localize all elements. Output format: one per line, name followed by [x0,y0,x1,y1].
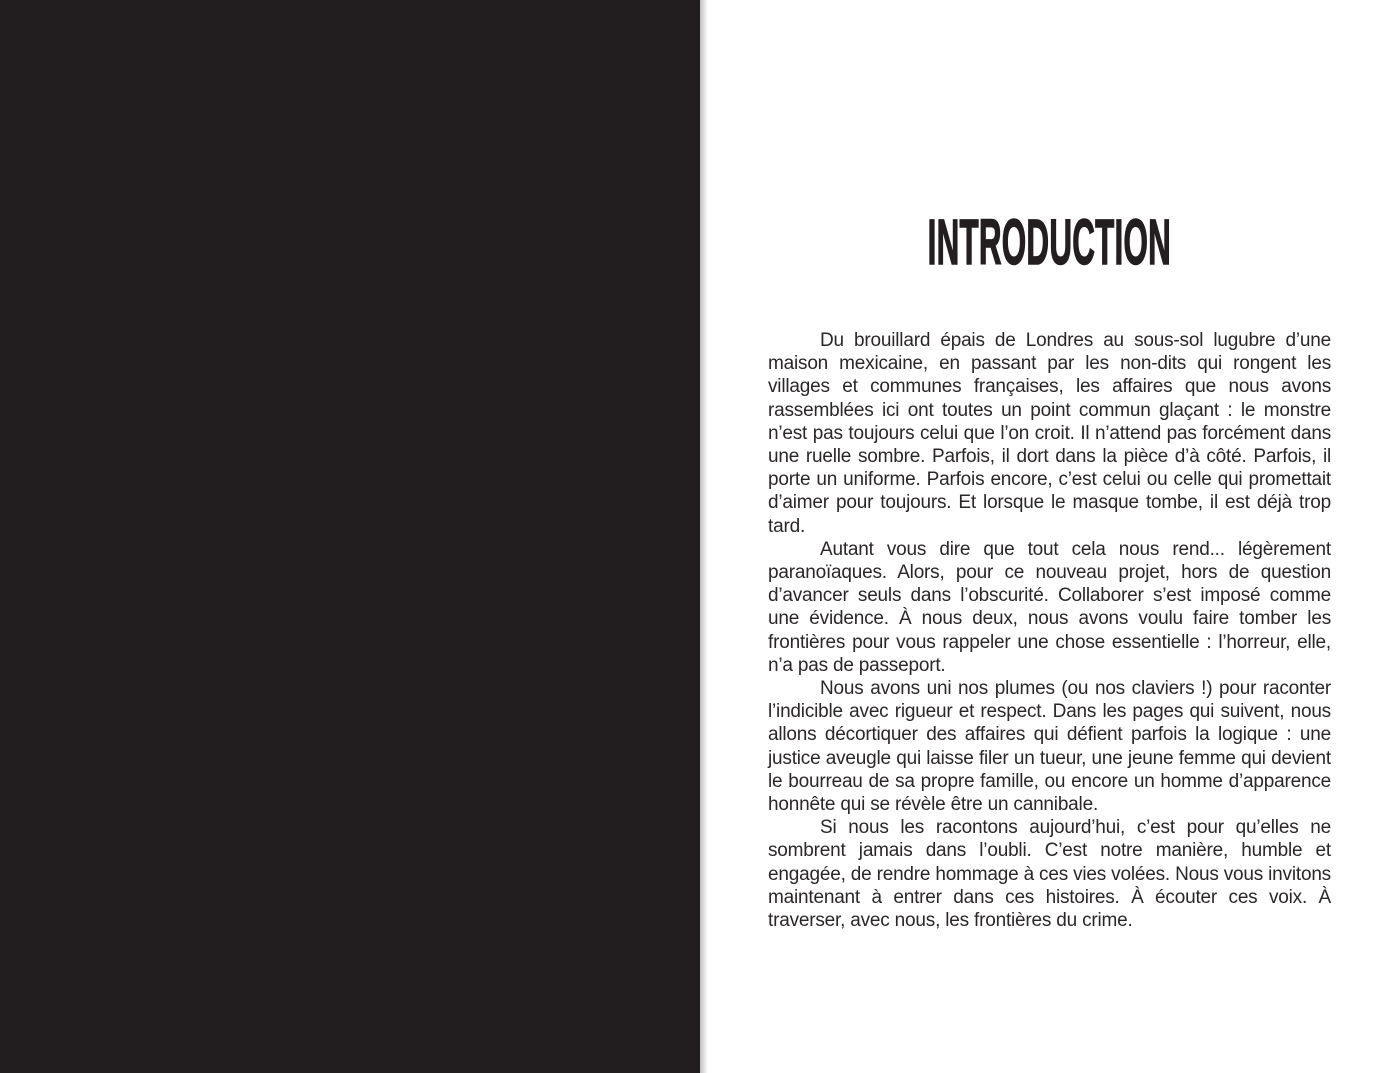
right-page [700,0,1399,1073]
paragraph-1: Du brouillard épais de Londres au sous-sol lugubre d’une maison mexicaine, en passant par les non-dits qui rongent les villages et communes françaises, les affaires que nous avons rassemblées ici ont toutes un point commun glaçant : le monstre n’est pas toujours celui que l’on croit. Il n’attend pas forcément dans une ruelle sombre. Parfois, il dort dans la pièce d’à côté. Parfois, il porte un uniforme. Parfois encore, c’est celui ou celle qui promettait d’aimer pour toujours. Et lorsque le masque tombe, il est déjà trop tard. [768,330,1331,537]
gutter-shadow [700,0,708,1073]
chapter-title-container [700,206,1399,278]
paragraph-4: Si nous les racontons aujourd’hui, c’est pour qu’elles ne sombrent jamais dans l’oubli. C’est notre manière, humble et engagée, de rendre hommage à ces vies volées. Nous vous invitons maintenant à entrer dans ces histoires. À écouter ces voix. À traverser, avec nous, les frontières du crime. [768,817,1331,932]
chapter-title: INTRODUCTION [927,206,1172,278]
paragraph-2: Autant vous dire que tout cela nous rend... légèrement paranoïaques. Alors, pour ce nouveau projet, hors de question d’avancer seuls dans l’obscurité. Collaborer s’est imposé comme une évidence. À nous deux, nous avons voulu faire tomber les frontières pour vous rappeler une chose essentielle : l’horreur, elle, n’a pas de passeport. [768,538,1331,676]
body-text-block [768,329,1331,932]
paragraph-3: Nous avons uni nos plumes (ou nos claviers !) pour raconter l’indicible avec rigueur et respect. Dans les pages qui suivent, nous allons décortiquer des affaires qui défient parfois la logique : une justice aveugle qui laisse filer un tueur, une jeune femme qui devient le bourreau de sa propre famille, ou encore un homme d’apparence honnête qui se révèle être un cannibale. [768,678,1331,816]
